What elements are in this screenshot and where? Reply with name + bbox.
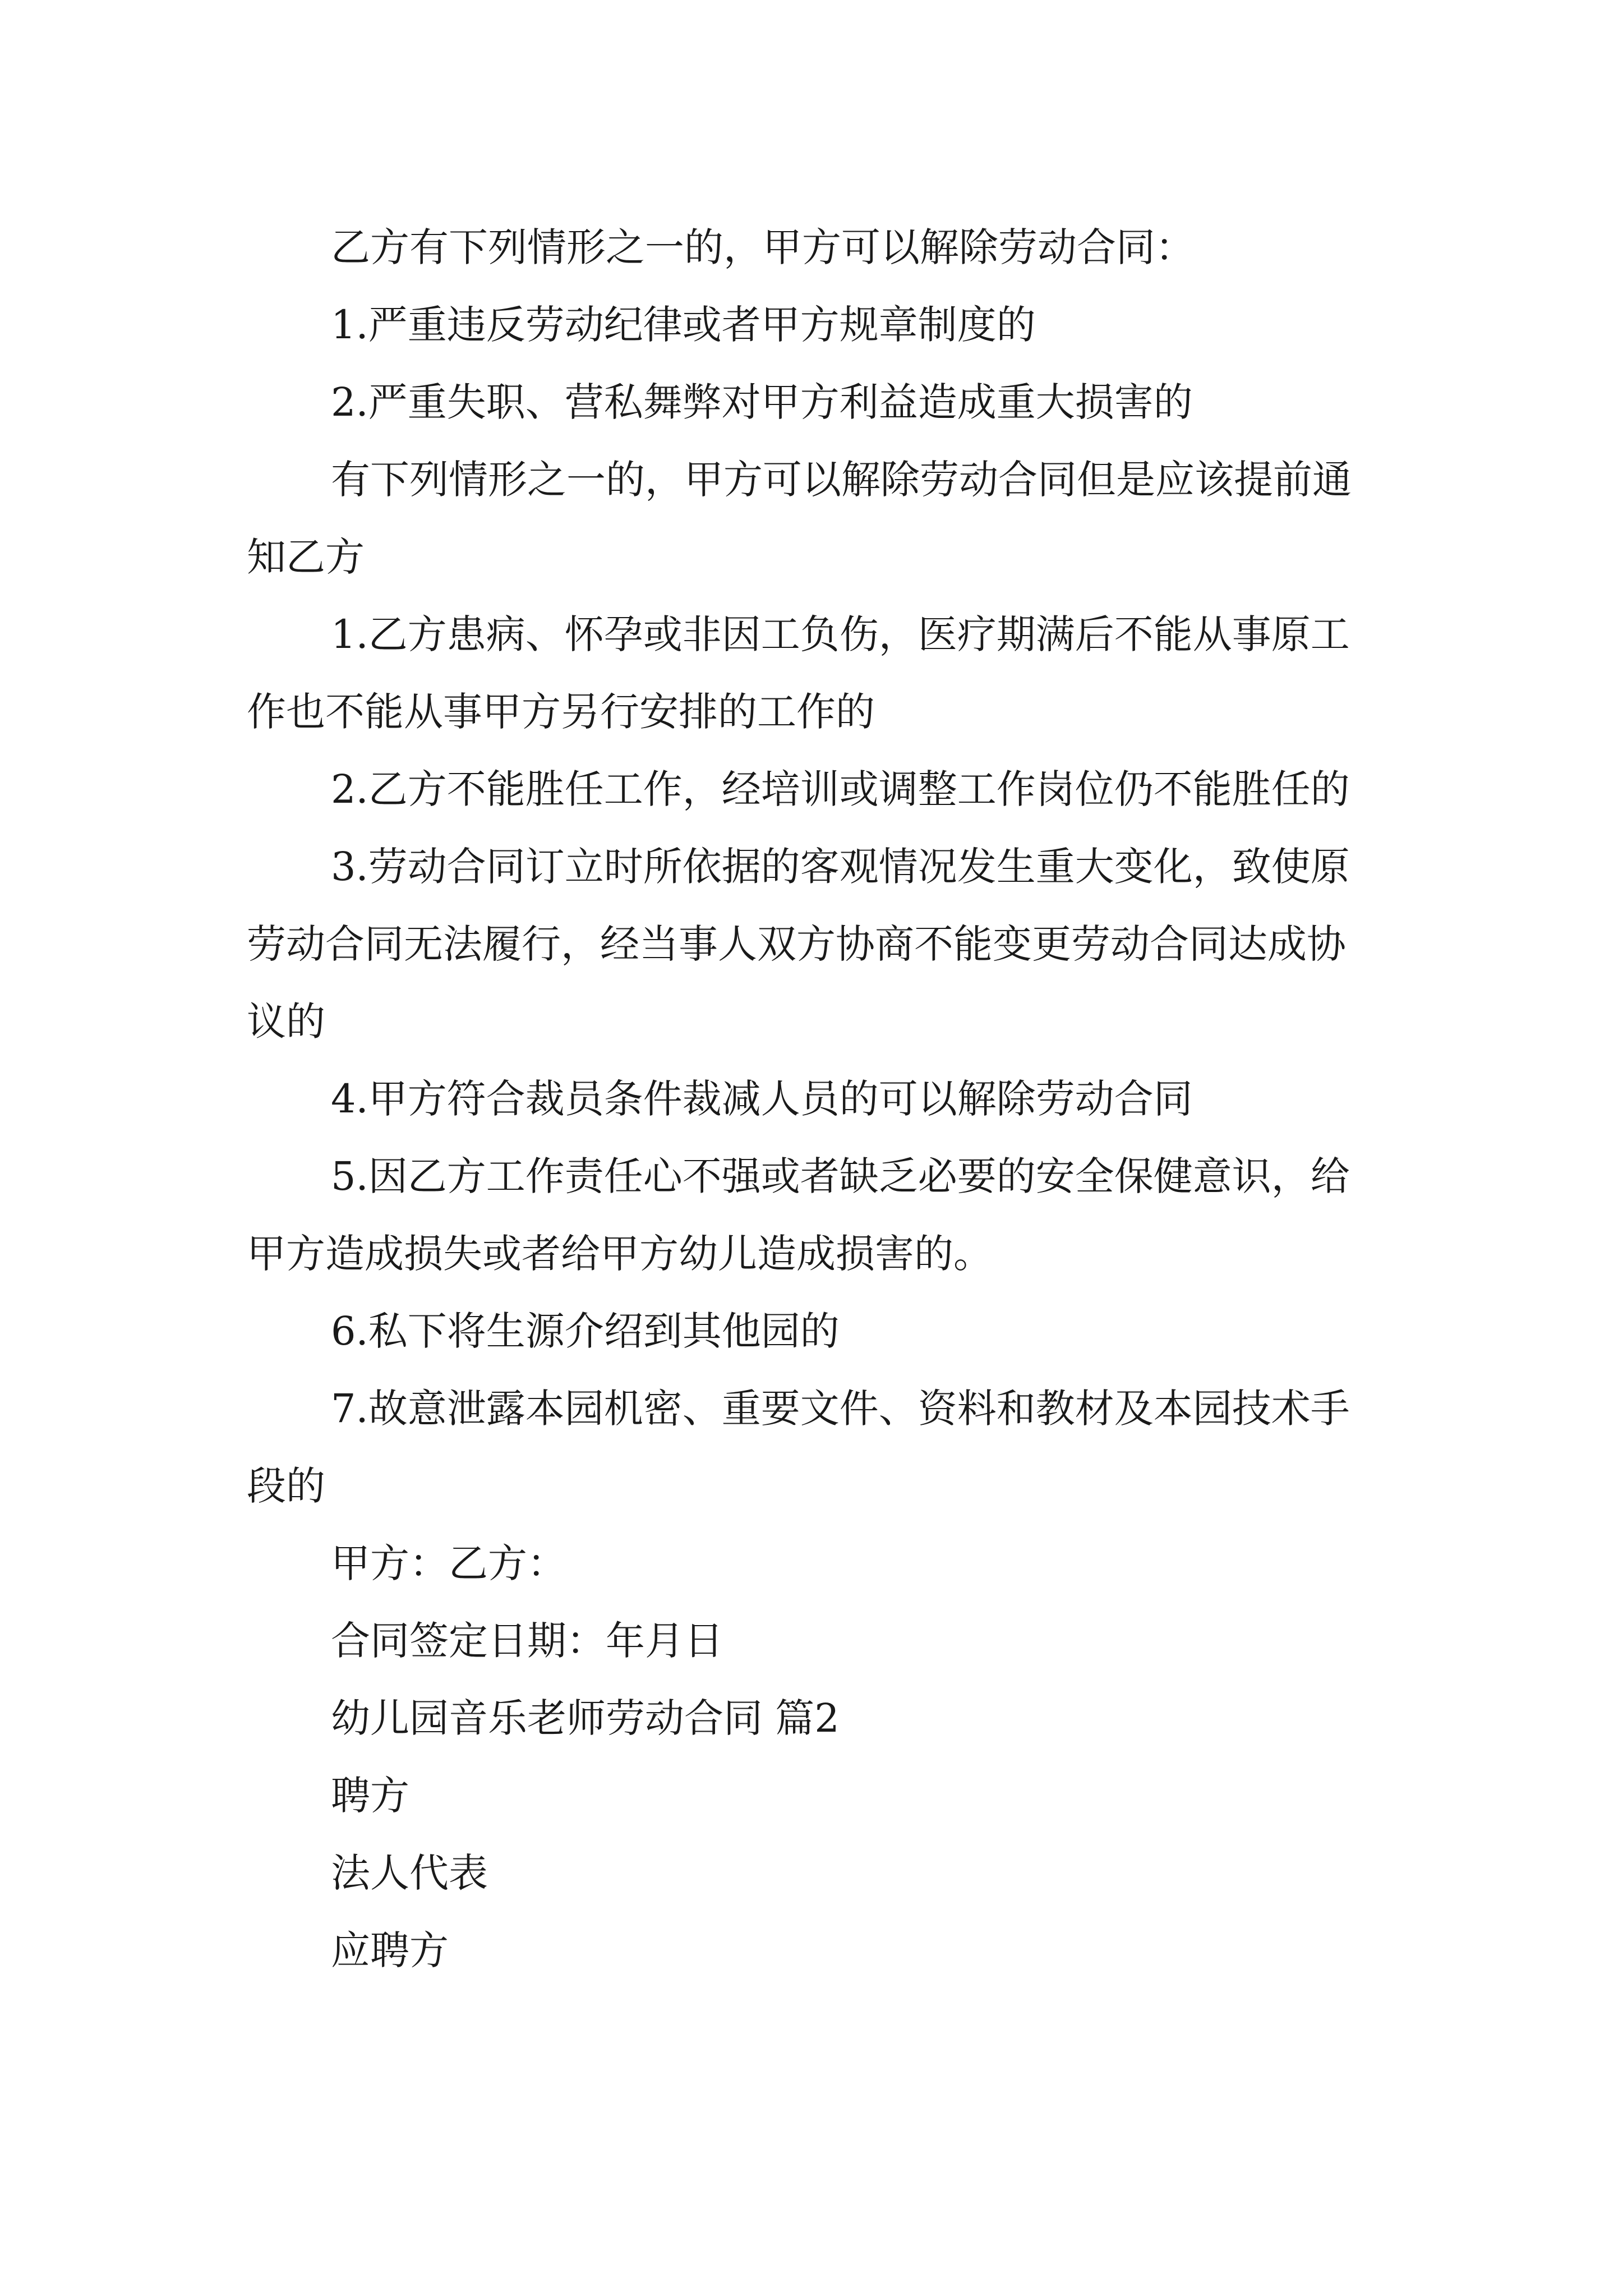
list-item: 1.乙方患病、怀孕或非因工负伤，医疗期满后不能从事原工作也不能从事甲方另行安排的工作的 xyxy=(247,611,1350,735)
signature-parties: 甲方：乙方： xyxy=(331,1540,566,1586)
employee-label: 应聘方 xyxy=(331,1927,449,1973)
list-item: 1.严重违反劳动纪律或者甲方规章制度的 xyxy=(331,302,1036,348)
list-item: 7.故意泄露本园机密、重要文件、资料和教材及本园技术手段的 xyxy=(247,1386,1350,1509)
document-body xyxy=(247,209,1382,1989)
paragraph-notice-conditions: 有下列情形之一的，甲方可以解除劳动合同但是应该提前通知乙方 xyxy=(247,457,1352,580)
employer-label: 聘方 xyxy=(331,1773,409,1819)
list-item: 5.因乙方工作责任心不强或者缺乏必要的安全保健意识，给甲方造成损失或者给甲方幼儿造成损害的。 xyxy=(247,1153,1350,1277)
list-item: 6.私下将生源介绍到其他园的 xyxy=(331,1308,840,1354)
legal-representative-label: 法人代表 xyxy=(331,1850,488,1896)
list-item: 2.严重失职、营私舞弊对甲方利益造成重大损害的 xyxy=(331,379,1193,425)
signing-date: 合同签定日期：年月日 xyxy=(331,1618,723,1664)
section-heading: 幼儿园音乐老师劳动合同 篇2 xyxy=(331,1695,840,1741)
list-item: 3.劳动合同订立时所依据的客观情况发生重大变化，致使原劳动合同无法履行，经当事人双方协商不能变更劳动合同达成协议的 xyxy=(247,844,1350,1045)
paragraph-termination-conditions: 乙方有下列情形之一的，甲方可以解除劳动合同： xyxy=(331,224,1195,270)
list-item: 4.甲方符合裁员条件裁减人员的可以解除劳动合同 xyxy=(331,1076,1193,1122)
list-item: 2.乙方不能胜任工作，经培训或调整工作岗位仍不能胜任的 xyxy=(331,766,1350,812)
